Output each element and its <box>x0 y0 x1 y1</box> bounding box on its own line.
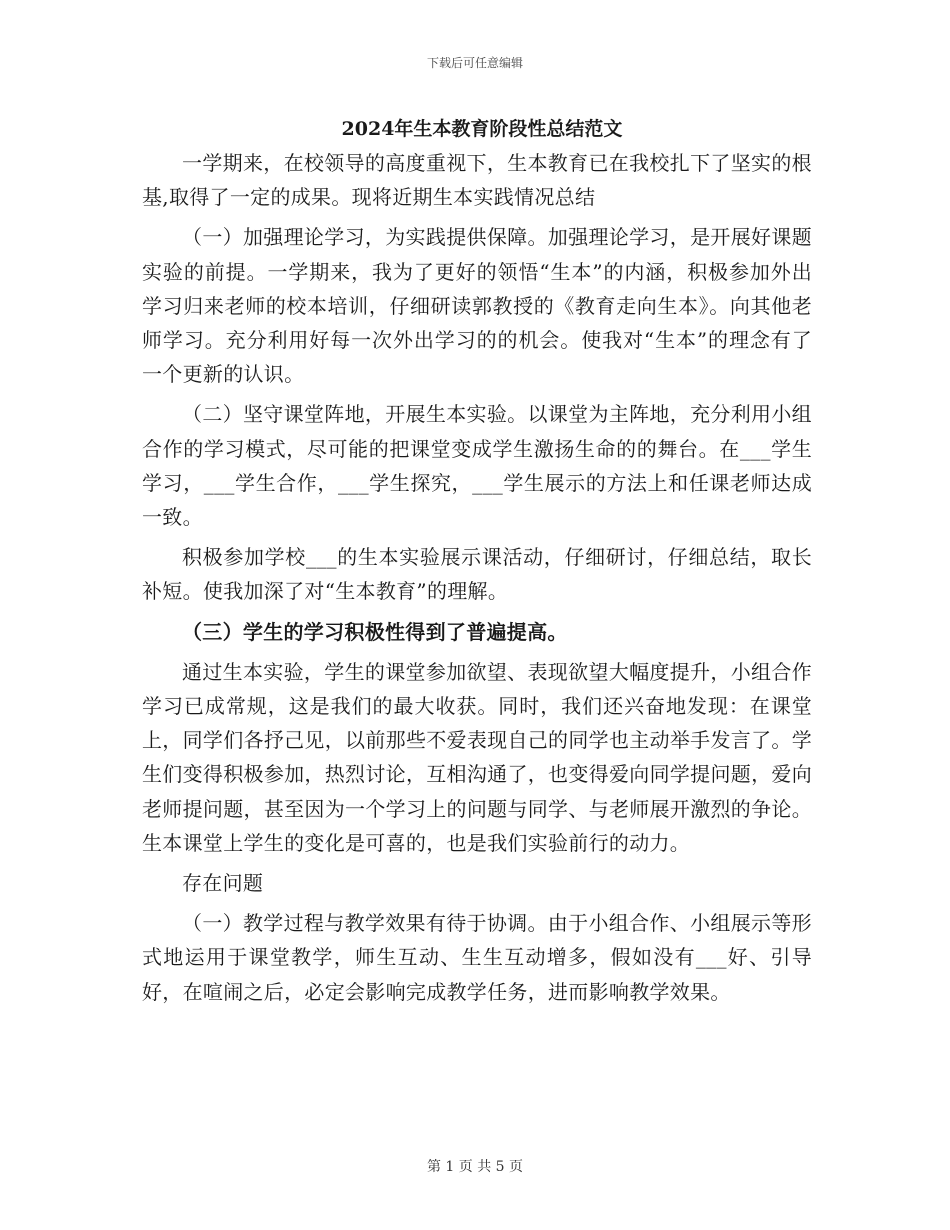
paragraph-problems-heading: 存在问题 <box>182 871 264 896</box>
paragraph-heading-three: （三）学生的学习积极性得到了普遍提高。 <box>182 619 568 644</box>
page-number: 第 1 页 共 5 页 <box>426 1159 524 1175</box>
document-title: 2024年生本教育阶段性总结范文 <box>341 118 623 140</box>
paragraph-theory-study: （一）加强理论学习，为实践提供保障。加强理论学习，是开展好课题实验的前提。一学期来，我为了更好的领悟“生本”的内涵，积极参加外出学习归来老师的校本培训，仔细研读郭教授的《教育走向生本》。向其他老师学习。充分利用好每一次外出学习的的机会。使我对“生本”的理念有了一个更新的认识。 <box>142 225 812 387</box>
paragraph-demo-class: 积极参加学校___的生本实验展示课活动，仔细研讨，仔细总结，取长补短。使我加深了对“生本教育”的理解。 <box>142 545 812 604</box>
header-note: 下载后可任意编辑 <box>426 56 523 70</box>
paragraph-intro: 一学期来，在校领导的高度重视下，生本教育已在我校扎下了坚实的根基,取得了一定的成果。现将近期生本实践情况总结 <box>142 151 812 210</box>
paragraph-problem-one: （一）教学过程与教学效果有待于协调。由于小组合作、小组展示等形式地运用于课堂教学，师生互动、生生互动增多，假如没有___好、引导好，在喧闹之后，必定会影响完成教学任务，进而影响教学效果。 <box>142 911 812 1004</box>
paragraph-classroom: （二）坚守课堂阵地，开展生本实验。以课堂为主阵地，充分利用小组合作的学习模式，尽可能的把课堂变成学生激扬生命的的舞台。在___学生学习，___学生合作，___学生探究，___学生展示的方法上和任课老师达成一致。 <box>142 402 812 530</box>
document-body <box>142 112 812 1015</box>
paragraph-results: 通过生本实验，学生的课堂参加欲望、表现欲望大幅度提升，小组合作学习已成常规，这是我们的最大收获。同时，我们还兴奋地发现：在课堂上，同学们各抒己见，以前那些不爱表现自己的同学也主动举手发言了。学生们变得积极参加，热烈讨论，互相沟通了，也变得爱向同学提问题，爱向老师提问题，甚至因为一个学习上的问题与同学、与老师展开激烈的争论。生本课堂上学生的变化是可喜的，也是我们实验前行的动力。 <box>142 659 812 855</box>
